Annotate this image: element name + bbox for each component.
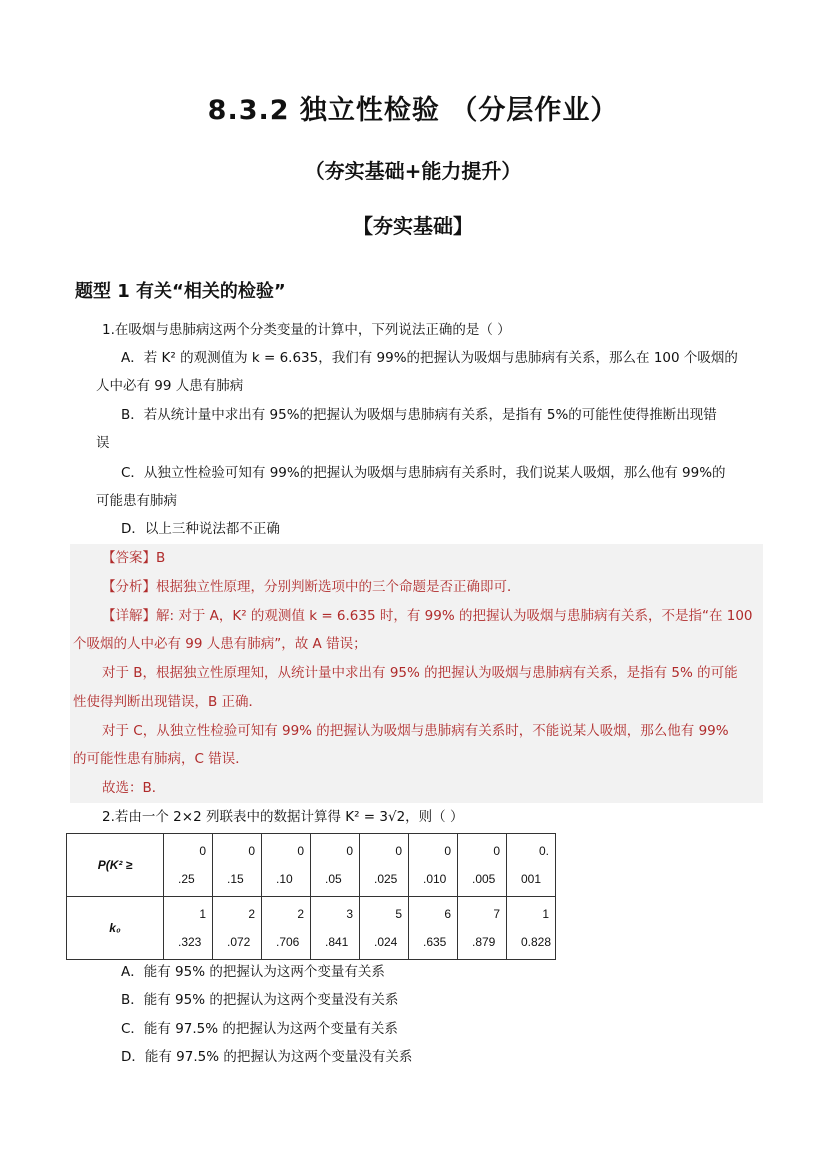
table-cell: 3 .841 xyxy=(311,897,360,960)
q1-option-a-cont: 人中必有 99 人患有肺病 xyxy=(96,378,244,394)
table-cell: 0 .25 xyxy=(164,834,213,897)
table-header-p: P(K² ≥ xyxy=(67,834,164,897)
table-row xyxy=(67,834,556,897)
table-cell: 0 .005 xyxy=(458,834,507,897)
table-cell: 0 .010 xyxy=(409,834,458,897)
table-row xyxy=(67,897,556,960)
q1-option-c: C．从独立性检验可知有 99%的把握认为吸烟与患肺病有关系时，我们说某人吸烟，那么他有 99%的 xyxy=(121,465,726,481)
q2-option-a: A．能有 95% 的把握认为这两个变量有关系 xyxy=(121,964,385,980)
table-cell: 0 .10 xyxy=(262,834,311,897)
answer-choose: 故选：B． xyxy=(102,780,166,796)
table-cell: 1 0.828 xyxy=(507,897,556,960)
section-heading: 【夯实基础】 xyxy=(353,214,473,238)
table-cell: 0 .15 xyxy=(213,834,262,897)
table-cell: 5 .024 xyxy=(360,897,409,960)
table-cell: 0 .025 xyxy=(360,834,409,897)
q2-option-c: C．能有 97.5% 的把握认为这两个变量有关系 xyxy=(121,1021,398,1037)
table-cell: 6 .635 xyxy=(409,897,458,960)
q1-stem: 1.在吸烟与患肺病这两个分类变量的计算中，下列说法正确的是（ ） xyxy=(102,322,511,338)
answer-label: 【答案】B xyxy=(102,550,166,566)
answer-detail-2: 个吸烟的人中必有 99 人患有肺病”，故 A 错误； xyxy=(73,636,367,652)
table-cell: 7 .879 xyxy=(458,897,507,960)
page-subtitle: （夯实基础+能力提升） xyxy=(304,159,522,183)
q1-option-b-cont: 误 xyxy=(96,435,110,451)
q1-option-c-cont: 可能患有肺病 xyxy=(96,493,177,509)
table-header-k0: k₀ xyxy=(67,897,164,960)
q1-option-b: B．若从统计量中求出有 95%的把握认为吸烟与患肺病有关系，是指有 5%的可能性使得推断出现错 xyxy=(121,407,717,423)
q1-option-d: D．以上三种说法都不正确 xyxy=(121,521,280,537)
q2-option-b: B．能有 95% 的把握认为这两个变量没有关系 xyxy=(121,992,399,1008)
answer-detail-1: 【详解】解: 对于 A，K² 的观测值 k = 6.635 时，有 99% 的把握认为吸烟与患肺病有关系，不是指“在 100 xyxy=(102,608,753,624)
critical-value-table xyxy=(66,833,556,960)
answer-detail-4: 性使得判断出现错误，B 正确． xyxy=(73,694,263,710)
q2-option-d: D．能有 97.5% 的把握认为这两个变量没有关系 xyxy=(121,1049,413,1065)
table-cell: 2 .072 xyxy=(213,897,262,960)
answer-analysis: 【分析】根据独立性原理，分别判断选项中的三个命题是否正确即可． xyxy=(102,579,521,595)
answer-detail-6: 的可能性患有肺病，C 错误． xyxy=(73,751,249,767)
q2-stem: 2.若由一个 2×2 列联表中的数据计算得 K² = 3√2，则（ ） xyxy=(102,809,464,825)
table-cell: 1 .323 xyxy=(164,897,213,960)
page-title: 8.3.2 独立性检验 （分层作业） xyxy=(207,95,619,126)
table-cell: 0. 001 xyxy=(507,834,556,897)
answer-detail-5: 对于 C，从独立性检验可知有 99% 的把握认为吸烟与患肺病有关系时，不能说某人吸烟，那么他有 99% xyxy=(102,723,729,739)
table-cell: 0 .05 xyxy=(311,834,360,897)
q1-option-a: A．若 K² 的观测值为 k = 6.635，我们有 99%的把握认为吸烟与患肺病有关系，那么在 100 个吸烟的 xyxy=(121,350,738,366)
answer-detail-3: 对于 B，根据独立性原理知，从统计量中求出有 95% 的把握认为吸烟与患肺病有关系，是指有 5% 的可能 xyxy=(102,665,738,681)
question-type-heading: 题型 1 有关“相关的检验” xyxy=(75,281,286,302)
table-cell: 2 .706 xyxy=(262,897,311,960)
